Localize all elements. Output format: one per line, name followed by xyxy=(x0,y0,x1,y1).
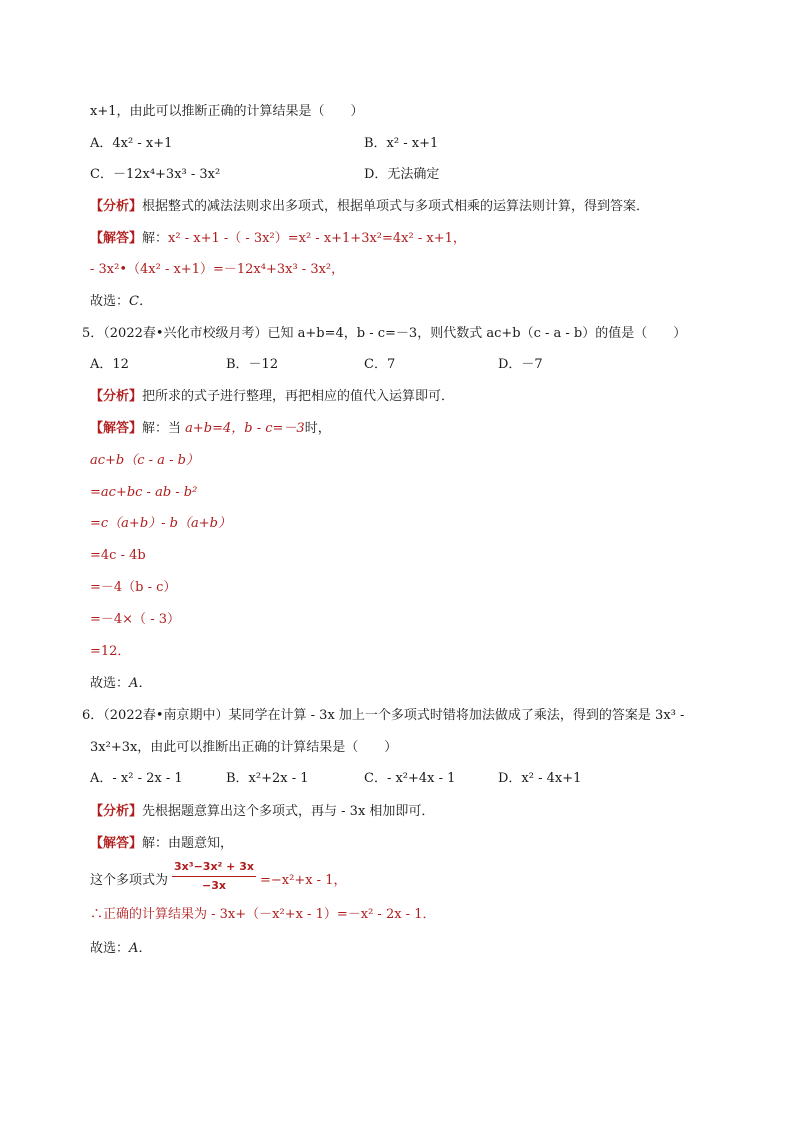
answer-tag: 【解答】 xyxy=(90,231,143,246)
q5-analysis xyxy=(90,388,454,406)
q6-analysis xyxy=(90,803,434,821)
answer-expression: x² - x+1 -（ - 3x²）=x² - x+1+3x²=4x² - x+1， xyxy=(168,231,466,246)
choice-value: A． xyxy=(129,941,152,956)
q4-stem-line: x+1，由此可以推断正确的计算结果是（ ） xyxy=(90,104,364,119)
q4-option-d: D．无法确定 xyxy=(364,167,440,182)
q5-step: =12． xyxy=(90,644,131,659)
q4-option-c: C．－12x⁴+3x³ - 3x² xyxy=(90,167,221,182)
q6-polynomial-result: =−x²+x - 1， xyxy=(260,873,347,888)
choice-value: A． xyxy=(129,676,152,691)
answer-tag: 【解答】 xyxy=(90,421,143,436)
q5-answer-line xyxy=(90,420,331,438)
choice-label: 故选： xyxy=(90,676,130,691)
q6-answer-line xyxy=(90,835,233,853)
q5-step: =－4×（ - 3） xyxy=(90,612,180,627)
q6-stem-line-1: 6．（2022春•南京期中）某同学在计算 - 3x 加上一个多项式时错将加法做成了乘法，得到的答案是 3x³ - xyxy=(82,708,685,723)
q5-option-a: A．12 xyxy=(90,357,129,372)
answer-text: 解：由题意知， xyxy=(142,836,234,851)
q6-option-d: D．x² - 4x+1 xyxy=(498,771,582,786)
q6-choice xyxy=(90,940,151,958)
q6-polynomial-label: 这个多项式为 xyxy=(90,873,169,888)
q4-option-b: B．x² - x+1 xyxy=(364,136,439,151)
choice-value: C． xyxy=(129,294,152,309)
fraction-denominator: −3x xyxy=(202,879,226,892)
answer-prefix: 解： xyxy=(142,231,169,246)
answer-prefix: 解：当 xyxy=(142,421,186,436)
fraction-bar xyxy=(172,876,256,877)
q4-answer-line-1 xyxy=(90,230,466,248)
answer-suffix: 时， xyxy=(304,421,331,436)
analysis-tag: 【分析】 xyxy=(90,389,143,404)
q5-option-b: B．－12 xyxy=(226,357,279,372)
analysis-text: 根据整式的减法法则求出多项式，根据单项式与多项式相乘的运算法则计算，得到答案． xyxy=(142,199,650,214)
q6-option-c: C．- x²+4x - 1 xyxy=(364,771,456,786)
q6-stem-line-2: 3x²+3x，由此可以推断出正确的计算结果是（ ） xyxy=(90,740,398,755)
q5-step: =c（a+b）- b（a+b） xyxy=(90,516,231,531)
answer-tag: 【解答】 xyxy=(90,836,143,851)
q6-option-b: B．x²+2x - 1 xyxy=(226,771,309,786)
analysis-text: 把所求的式子进行整理，再把相应的值代入运算即可． xyxy=(142,389,455,404)
q6-therefore-line: ∴正确的计算结果为 - 3x+（－x²+x - 1）=－x² - 2x - 1． xyxy=(90,907,436,922)
answer-condition: a+b=4，b - c=－3 xyxy=(185,421,305,436)
q6-option-a: A．- x² - 2x - 1 xyxy=(90,771,183,786)
q4-analysis xyxy=(90,198,649,216)
choice-label: 故选： xyxy=(90,294,130,309)
q5-step: =ac+bc - ab - b² xyxy=(90,485,198,500)
q5-step: =4c - 4b xyxy=(90,548,146,563)
q4-option-a: A．4x² - x+1 xyxy=(90,136,173,151)
fraction-numerator: 3x³−3x² + 3x xyxy=(174,860,254,873)
q5-option-c: C．7 xyxy=(364,357,396,372)
q4-choice xyxy=(90,293,152,311)
q5-stem: 5．（2022春•兴化市校级月考）已知 a+b=4，b - c=－3，则代数式 ac+b（c - a - b）的值是（ ） xyxy=(82,326,687,341)
q5-choice xyxy=(90,675,151,693)
analysis-tag: 【分析】 xyxy=(90,804,143,819)
choice-label: 故选： xyxy=(90,941,130,956)
q5-step: =－4（b - c） xyxy=(90,580,177,595)
q5-option-d: D．－7 xyxy=(498,357,543,372)
q4-answer-line-2: - 3x²•（4x² - x+1）=－12x⁴+3x³ - 3x²， xyxy=(90,262,345,277)
q5-step: ac+b（c - a - b） xyxy=(90,453,199,468)
analysis-tag: 【分析】 xyxy=(90,199,143,214)
analysis-text: 先根据题意算出这个多项式，再与 - 3x 相加即可． xyxy=(142,804,435,819)
